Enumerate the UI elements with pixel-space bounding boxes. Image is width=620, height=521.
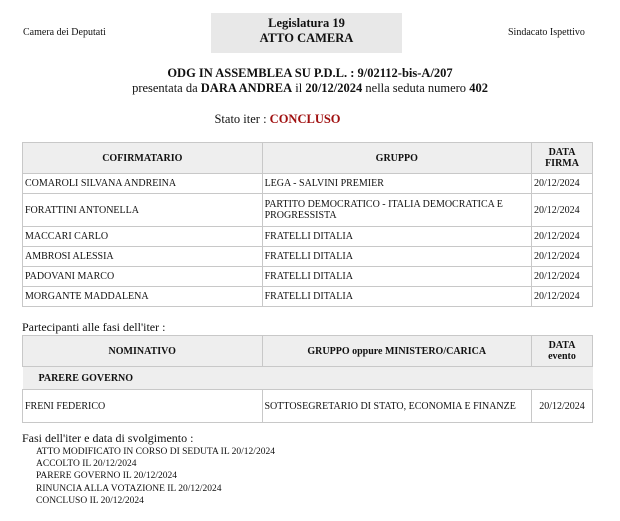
cofirmatario-date: 20/12/2024 xyxy=(532,247,593,267)
presentation-date: 20/12/2024 xyxy=(305,81,363,95)
participant-name: FRENI FEDERICO xyxy=(23,390,263,423)
document-header xyxy=(0,0,620,60)
cofirmatario-name: PADOVANI MARCO xyxy=(23,267,263,287)
column-header-gruppo-ministero: GRUPPO oppure MINISTERO/CARICA xyxy=(262,336,532,367)
chamber-name: Camera dei Deputati xyxy=(23,27,106,38)
cofirmatario-date: 20/12/2024 xyxy=(532,267,593,287)
partecipanti-label: Partecipanti alle fasi dell'iter : xyxy=(22,320,166,334)
partecipanti-table xyxy=(22,335,593,423)
status-value: CONCLUSO xyxy=(269,112,341,126)
cofirmatario-date: 20/12/2024 xyxy=(532,287,593,307)
cofirmatario-name: AMBROSI ALESSIA xyxy=(23,247,263,267)
cofirmatario-name: FORATTINI ANTONELLA xyxy=(23,194,263,227)
cofirmatario-group: FRATELLI DITALIA xyxy=(262,267,531,287)
cofirmatario-date: 20/12/2024 xyxy=(532,194,593,227)
list-item: ATTO MODIFICATO IN CORSO DI SEDUTA IL 20/12/2024 xyxy=(36,447,275,457)
session-number: 402 xyxy=(469,81,488,95)
act-type-label: ATTO CAMERA xyxy=(259,31,354,45)
date-prefix: il xyxy=(295,81,303,95)
group-row xyxy=(23,367,593,390)
table-row xyxy=(23,194,593,227)
list-item: ACCOLTO IL 20/12/2024 xyxy=(36,459,137,470)
fasi-list xyxy=(36,446,275,507)
column-header-nominativo: NOMINATIVO xyxy=(23,336,263,367)
group-label: PARERE GOVERNO xyxy=(23,367,593,390)
table-header-row xyxy=(23,143,593,174)
table-row xyxy=(23,174,593,194)
table-row xyxy=(23,390,593,423)
cofirmatario-group: FRATELLI DITALIA xyxy=(262,247,531,267)
list-item: RINUNCIA ALLA VOTAZIONE IL 20/12/2024 xyxy=(36,483,222,494)
presented-prefix: presentata da xyxy=(132,81,198,95)
cofirmatario-group: PARTITO DEMOCRATICO - ITALIA DEMOCRATICA E PROGRESSISTA xyxy=(262,194,531,227)
session-prefix: nella seduta numero xyxy=(365,81,467,95)
cofirmatario-group: FRATELLI DITALIA xyxy=(262,227,531,247)
presentation-line xyxy=(0,81,620,96)
column-header-cofirmatario: COFIRMATARIO xyxy=(23,143,263,174)
status-label: Stato iter : xyxy=(214,112,267,126)
table-header-row xyxy=(23,336,593,367)
cofirmatari-table xyxy=(22,142,593,307)
cofirmatario-group: FRATELLI DITALIA xyxy=(262,287,531,307)
participant-role: SOTTOSEGRETARIO DI STATO, ECONOMIA E FINANZE xyxy=(262,390,532,423)
cofirmatario-date: 20/12/2024 xyxy=(532,174,593,194)
legislature-box xyxy=(211,13,402,53)
table-row xyxy=(23,267,593,287)
column-header-data-firma: DATA FIRMA xyxy=(532,143,593,174)
legislature-label: Legislatura 19 xyxy=(268,16,345,30)
table-row xyxy=(23,227,593,247)
fasi-label: Fasi dell'iter e data di svolgimento : xyxy=(22,431,194,445)
status-line xyxy=(0,112,555,127)
presenter-name: DARA ANDREA xyxy=(200,81,293,95)
section-name: Sindacato Ispettivo xyxy=(508,27,585,38)
cofirmatario-name: COMAROLI SILVANA ANDREINA xyxy=(23,174,263,194)
table-row xyxy=(23,247,593,267)
act-headline: ODG IN ASSEMBLEA SU P.D.L. : 9/02112-bis-A/207 xyxy=(167,66,453,80)
cofirmatario-name: MACCARI CARLO xyxy=(23,227,263,247)
cofirmatario-name: MORGANTE MADDALENA xyxy=(23,287,263,307)
list-item: CONCLUSO IL 20/12/2024 xyxy=(36,495,144,506)
participant-date: 20/12/2024 xyxy=(532,390,593,423)
cofirmatario-date: 20/12/2024 xyxy=(532,227,593,247)
column-header-gruppo: GRUPPO xyxy=(262,143,531,174)
list-item: PARERE GOVERNO IL 20/12/2024 xyxy=(36,471,178,482)
table-row xyxy=(23,287,593,307)
column-header-data-evento: DATA evento xyxy=(532,336,593,367)
cofirmatario-group: LEGA - SALVINI PREMIER xyxy=(262,174,531,194)
